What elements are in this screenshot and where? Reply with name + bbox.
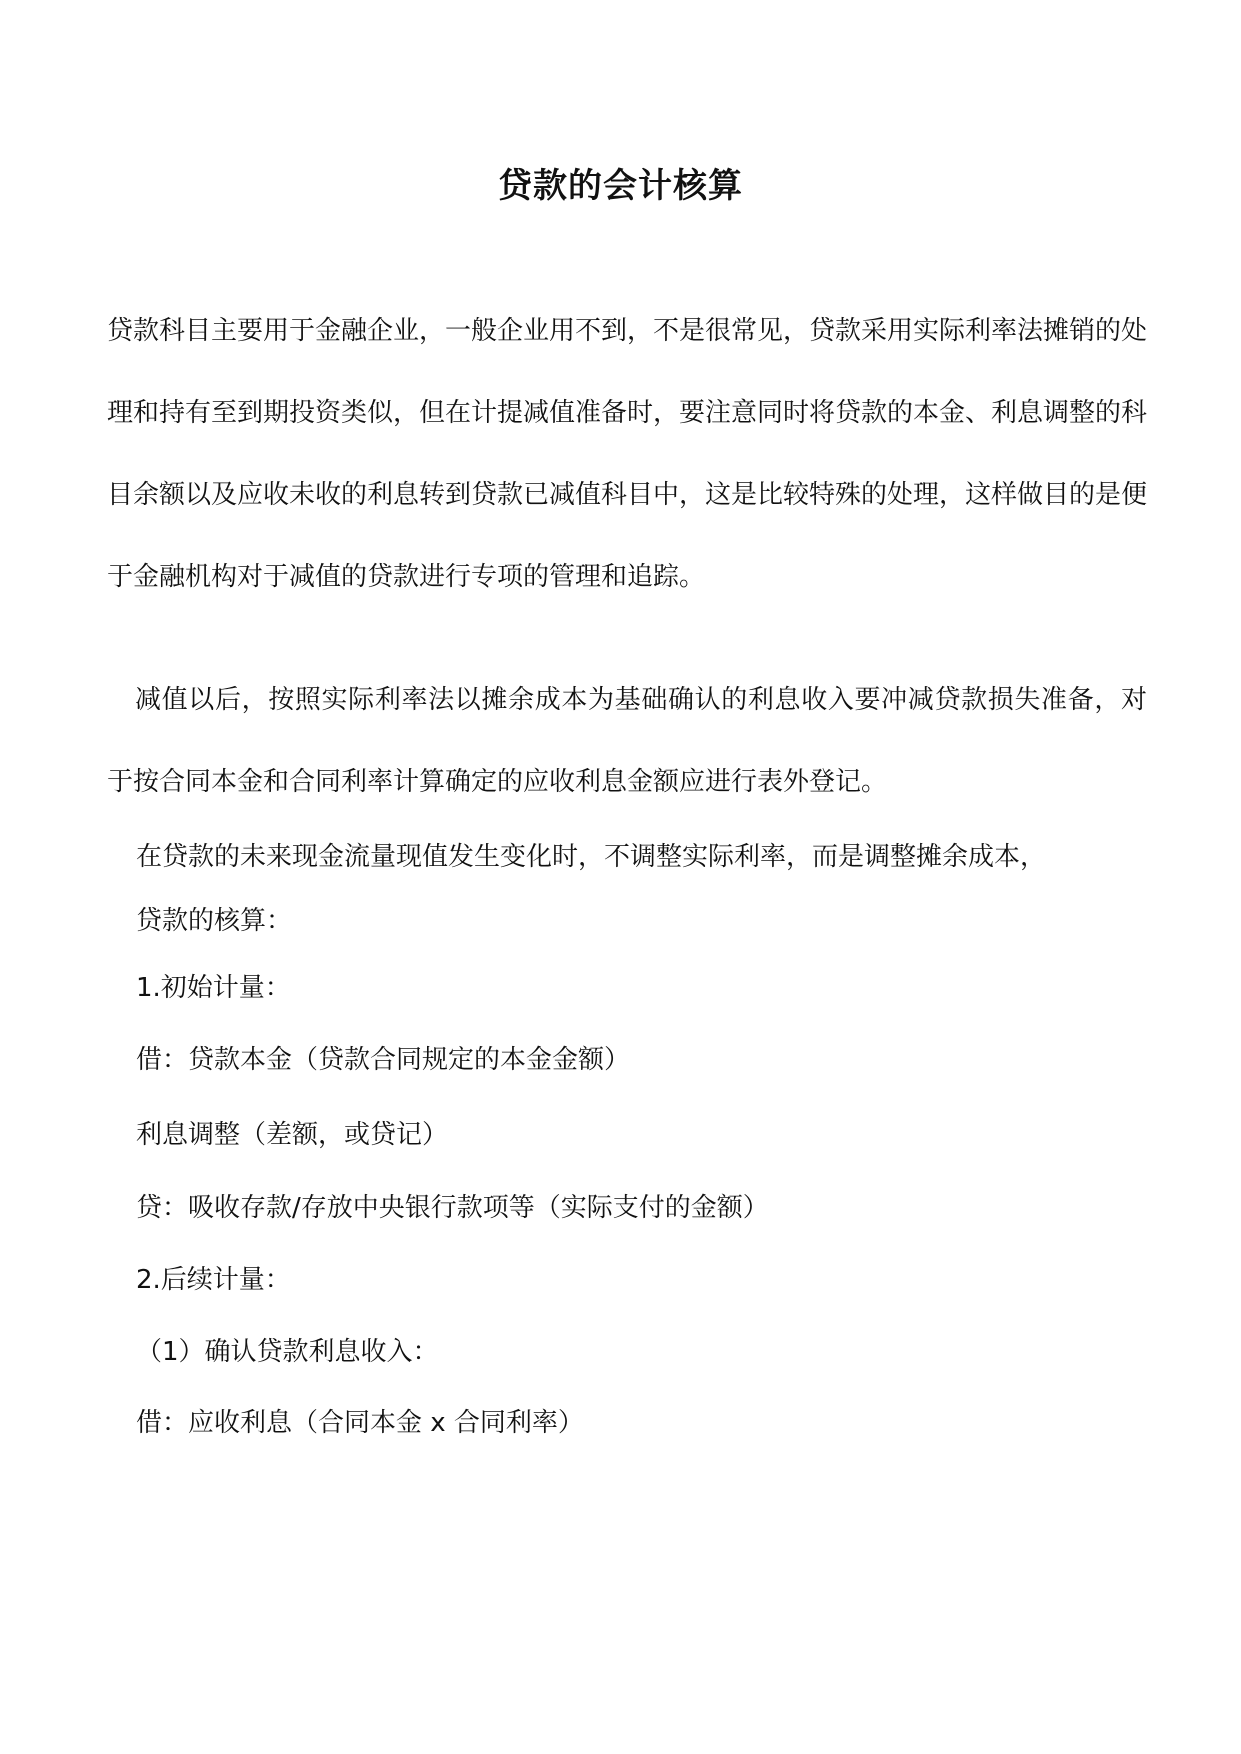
line-interest-adjustment: 利息调整（差额，或贷记） <box>136 1120 449 1150</box>
line-initial-measurement: 1.初始计量： <box>136 973 291 1003</box>
line-debit-receivable: 借：应收利息（合同本金 x 合同利率） <box>136 1408 584 1438</box>
line-debit-principal: 借：贷款本金（贷款合同规定的本金金额） <box>136 1045 631 1075</box>
line-credit-deposits: 贷：吸收存款/存放中央银行款项等（实际支付的金额） <box>136 1193 769 1223</box>
line-recognize-interest: （1）确认贷款利息收入： <box>136 1337 439 1367</box>
paragraph-impairment: 减值以后，按照实际利率法以摊余成本为基础确认的利息收入要冲减贷款损失准备，对于按合同本金和合同利率计算确定的应收利息金额应进行表外登记。 <box>107 685 1147 797</box>
line-future-cashflow: 在贷款的未来现金流量现值发生变化时，不调整实际利率，而是调整摊余成本， <box>136 842 1047 872</box>
document-title: 贷款的会计核算 <box>498 166 743 206</box>
line-subsequent-measurement: 2.后续计量： <box>136 1265 291 1295</box>
paragraph-loan-account: 贷款科目主要用于金融企业，一般企业用不到，不是很常见，贷款采用实际利率法摊销的处理和持有至到期投资类似，但在计提减值准备时，要注意同时将贷款的本金、利息调整的科目余额以及应收未收的利息转到贷款已减值科目中，这是比较特殊的处理，这样做目的是便于金融机构对于减值的贷款进行专项的管理和追踪。 <box>107 316 1148 592</box>
line-loan-accounting: 贷款的核算： <box>136 906 293 936</box>
